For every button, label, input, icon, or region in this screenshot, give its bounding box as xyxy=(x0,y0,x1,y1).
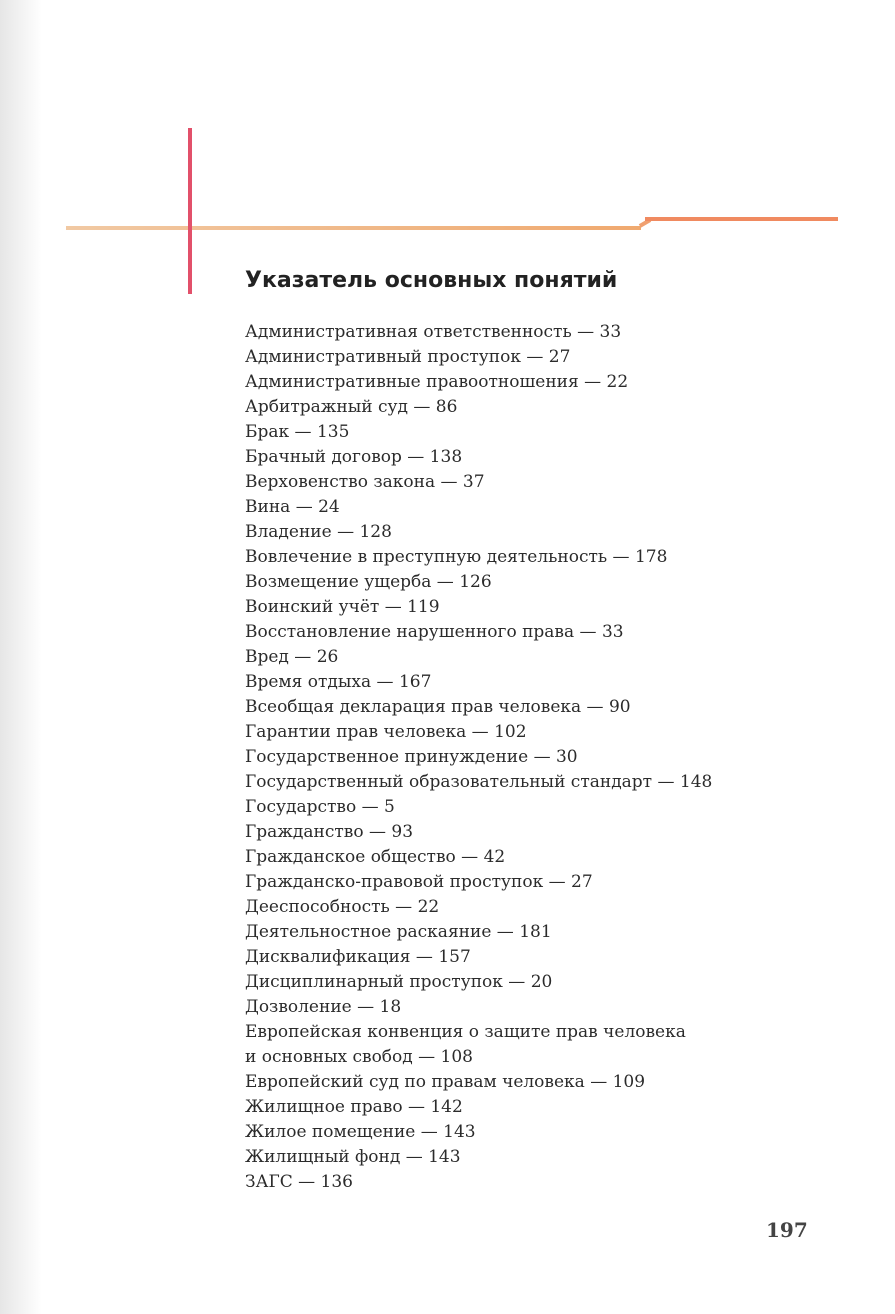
decorative-horizontal-rule-right xyxy=(645,217,838,221)
decorative-vertical-rule xyxy=(188,128,192,294)
index-entry: Европейская конвенция о защите прав человека xyxy=(245,1022,686,1042)
index-entry: Административные правоотношения — 22 xyxy=(245,372,629,392)
index-entry: Арбитражный суд — 86 xyxy=(245,397,458,417)
index-entry: Административная ответственность — 33 xyxy=(245,322,622,342)
index-entry: Административный проступок — 27 xyxy=(245,347,571,367)
page-number: 197 xyxy=(766,1218,808,1242)
decorative-horizontal-rule xyxy=(66,226,641,230)
index-entry: Всеобщая декларация прав человека — 90 xyxy=(245,697,631,717)
index-entry: Владение — 128 xyxy=(245,522,392,542)
index-entry: Дисквалификация — 157 xyxy=(245,947,471,967)
index-entry: Вред — 26 xyxy=(245,647,339,667)
index-entry: Брачный договор — 138 xyxy=(245,447,463,467)
index-entry: Гражданское общество — 42 xyxy=(245,847,506,867)
index-entry: Деятельностное раскаяние — 181 xyxy=(245,922,552,942)
index-entry: Верховенство закона — 37 xyxy=(245,472,485,492)
index-entry: Дисциплинарный проступок — 20 xyxy=(245,972,553,992)
index-entry: Время отдыха — 167 xyxy=(245,672,432,692)
index-entry: Дозволение — 18 xyxy=(245,997,402,1017)
page-edge-shadow xyxy=(0,0,42,1314)
index-entry: Государственный образовательный стандарт — 148 xyxy=(245,772,713,792)
index-entry: Вовлечение в преступную деятельность — 178 xyxy=(245,547,668,567)
index-entry: Жилищное право — 142 xyxy=(245,1097,463,1117)
index-entry: Гарантии прав человека — 102 xyxy=(245,722,527,742)
index-entry: Вина — 24 xyxy=(245,497,340,517)
index-entry: Европейский суд по правам человека — 109 xyxy=(245,1072,646,1092)
index-entry: Воинский учёт — 119 xyxy=(245,597,440,617)
index-entry: Жилищный фонд — 143 xyxy=(245,1147,461,1167)
index-entry: Гражданско-правовой проступок — 27 xyxy=(245,872,593,892)
index-entry: Брак — 135 xyxy=(245,422,350,442)
index-entry: Дееспособность — 22 xyxy=(245,897,440,917)
index-entry: ЗАГС — 136 xyxy=(245,1172,353,1192)
index-entry: Восстановление нарушенного права — 33 xyxy=(245,622,624,642)
page-title: Указатель основных понятий xyxy=(245,268,618,293)
index-entry: Возмещение ущерба — 126 xyxy=(245,572,492,592)
index-entry: Жилое помещение — 143 xyxy=(245,1122,476,1142)
index-list xyxy=(245,320,712,1195)
index-entry: и основных свобод — 108 xyxy=(245,1047,473,1067)
index-entry: Государство — 5 xyxy=(245,797,395,817)
index-entry: Гражданство — 93 xyxy=(245,822,414,842)
index-entry: Государственное принуждение — 30 xyxy=(245,747,578,767)
